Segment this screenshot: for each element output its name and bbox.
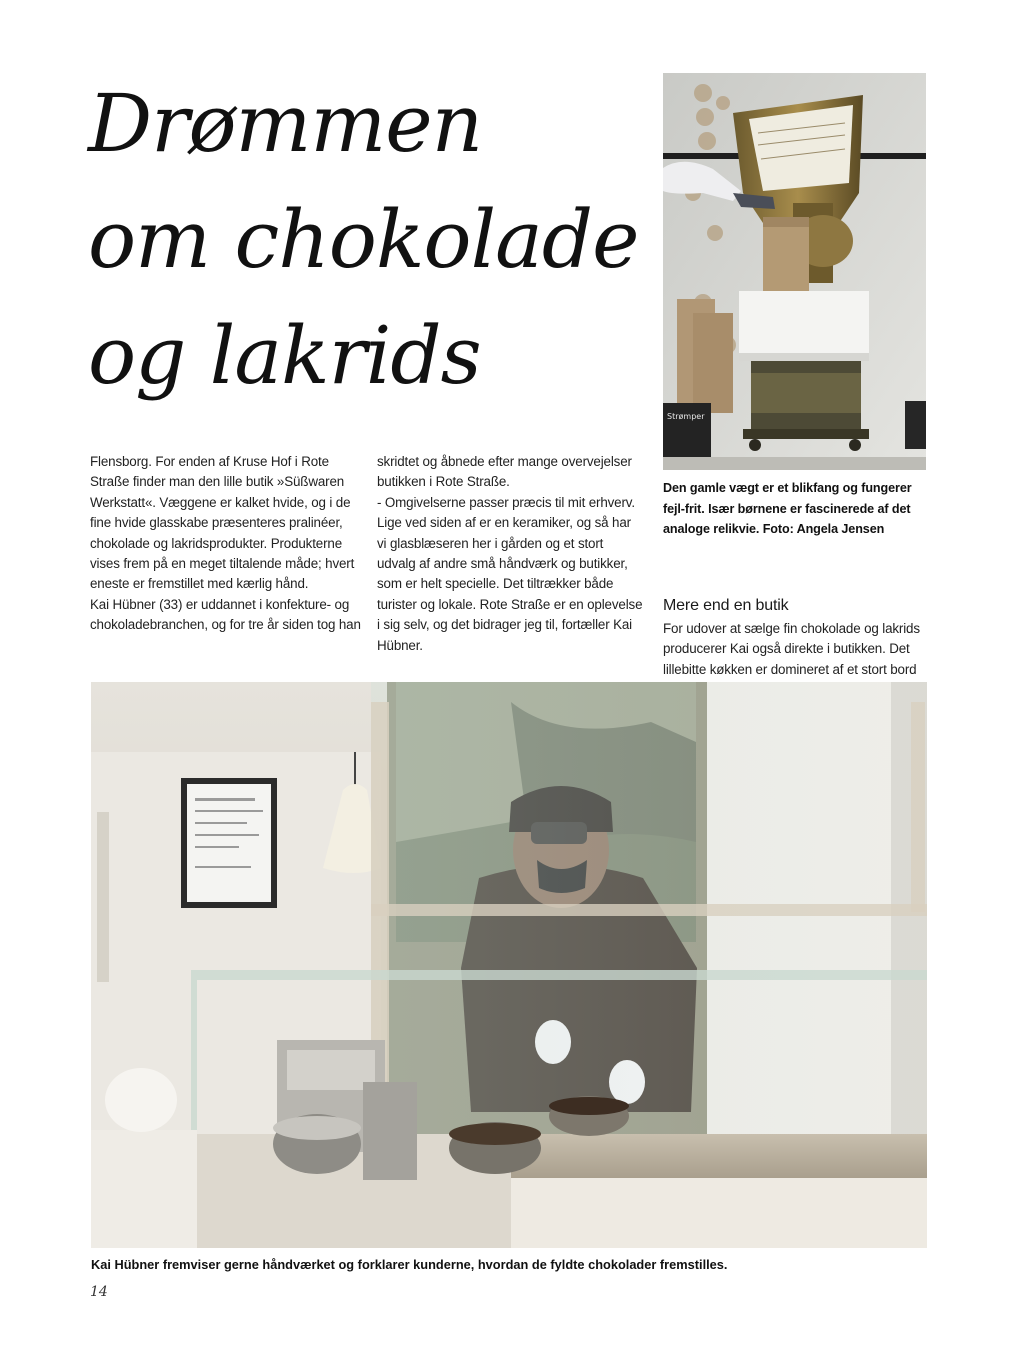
title-line-1: Drømmen <box>88 77 483 170</box>
body-paragraph: For udover at sælge fin chokolade og lakrids producerer Kai også direkte i butikken. Det lillebitte køkken er domineret af et stort bord <box>663 621 920 677</box>
photo-caption-scale: Den gamle vægt er et blikfang og fungerer fejl-frit. Især børnene er fascinerede af det analoge relikvie. Foto: Angela Jensen <box>663 481 912 536</box>
chalkboard-sign-text: Strømper <box>667 412 705 421</box>
chocolatier-image <box>91 682 927 1248</box>
title-line-3: og lakrids <box>88 309 481 402</box>
article-title <box>88 66 648 414</box>
body-column-1 <box>90 452 364 636</box>
body-column-3 <box>663 595 925 680</box>
photo-caption-chocolatier: Kai Hübner fremviser gerne håndværket og forklarer kunderne, hvordan de fyldte chokolader fremstilles. <box>91 1257 728 1272</box>
body-column-2 <box>377 452 643 656</box>
body-paragraph: Flensborg. For enden af Kruse Hof i Rote Straße finder man den lille butik »Süßwaren Werkstatt«. Væggene er kalket hvide, og i de fine hvide glasskabe præsenteres pralinéer, chokolade og lakridsprodukter. Produkterne vises frem på en meget tiltalende måde; hvert eneste er fremstillet med kærlig hånd. <box>90 454 355 592</box>
body-paragraph: skridtet og åbnede efter mange overvejelser butikken i Rote Straße. <box>377 454 632 490</box>
page-number: 14 <box>90 1284 108 1300</box>
section-heading: Mere end en butik <box>663 597 789 614</box>
body-paragraph: - Omgivelserne passer præcis til mit erhverv. Lige ved siden af er en keramiker, og så har vi glasblæseren her i gården og et stort udvalg af andre små håndværk og butikker, som er helt specielle. Det tiltrækker både turister og lokale. Rote Straße er en oplevelse i sig selv, og det bidrager jeg til, fortæller Kai Hübner. <box>377 494 643 653</box>
photo-antique-scale <box>663 73 926 470</box>
photo-chocolatier-counter <box>91 682 927 1248</box>
body-paragraph: Kai Hübner (33) er uddannet i konfekture- og chokoladebranchen, og for tre år siden tog han <box>90 596 361 633</box>
antique-scale-image <box>663 73 926 470</box>
title-line-2: om chokolade <box>88 193 639 286</box>
